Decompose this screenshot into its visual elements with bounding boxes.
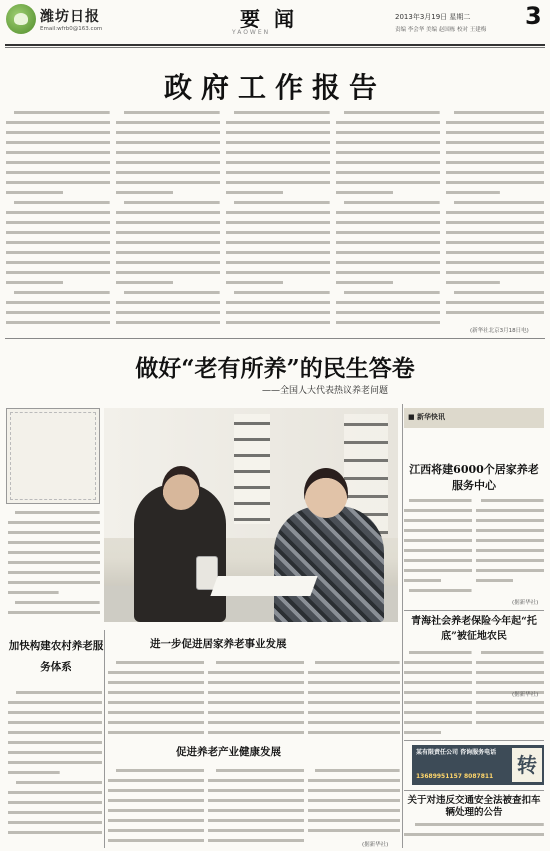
text-line [476, 508, 544, 514]
row-rule [404, 790, 544, 791]
text-line [336, 290, 440, 296]
text-line [476, 568, 544, 574]
main-headline: 政府工作报告 [163, 71, 386, 104]
text-line [308, 710, 400, 716]
text-line [336, 150, 440, 156]
text-line [476, 660, 544, 666]
editors-line: 责编 李会华 美编 赵国栋 校对 王建梅 [395, 27, 487, 33]
text-line [446, 120, 544, 126]
text-line [336, 220, 440, 226]
text-line [336, 260, 440, 266]
text-line [404, 700, 472, 706]
text-line [108, 680, 204, 686]
sidebar-story-2-col-a [404, 650, 472, 740]
photo-caption-box [6, 408, 100, 504]
masthead [0, 0, 550, 46]
text-line [8, 740, 102, 746]
text-line [116, 180, 220, 186]
text-line [446, 180, 544, 186]
text-line [336, 320, 440, 326]
column-rule [104, 630, 105, 848]
middle-section-headline-2-text: 促进养老产业健康发展 [176, 746, 281, 758]
text-line [208, 838, 304, 844]
text-line [116, 310, 220, 316]
text-line [8, 720, 102, 726]
text-line [208, 680, 304, 686]
text-line [108, 798, 204, 804]
text-line [8, 690, 102, 696]
text-line [446, 190, 544, 196]
text-line [404, 832, 544, 838]
text-line [404, 558, 472, 564]
feature-photo [104, 408, 398, 622]
text-line [226, 250, 330, 256]
text-line [336, 230, 440, 236]
article-column-5 [446, 110, 544, 324]
text-line [116, 300, 220, 306]
text-line [116, 260, 220, 266]
paper-sheet [210, 576, 317, 596]
text-line [476, 710, 544, 716]
text-line [404, 498, 472, 504]
text-line [8, 700, 102, 706]
text-line [226, 240, 330, 246]
person-head [304, 468, 348, 518]
sidebar-story-2-source: (据新华社) [512, 692, 539, 698]
text-line [6, 170, 110, 176]
text-line [446, 300, 544, 306]
text-line [208, 710, 304, 716]
text-line [6, 150, 110, 156]
text-line [308, 720, 400, 726]
row-rule [404, 610, 544, 611]
text-line [6, 320, 110, 326]
text-line [8, 800, 102, 806]
text-line [8, 760, 102, 766]
text-line [116, 230, 220, 236]
text-line [226, 210, 330, 216]
middle-section-headline-1 [150, 636, 287, 651]
text-line [336, 300, 440, 306]
text-line [208, 828, 304, 834]
text-line [404, 720, 472, 726]
text-line [6, 300, 110, 306]
text-line [476, 700, 544, 706]
text-line [476, 548, 544, 554]
sidebar-story-1-col-a [404, 498, 472, 602]
calligraphy-scroll-icon [234, 414, 270, 524]
middle-section-2-col-b [208, 768, 304, 848]
text-line [446, 160, 544, 166]
text-line [8, 510, 100, 516]
notice-body [404, 822, 544, 848]
text-line [208, 670, 304, 676]
text-line [446, 230, 544, 236]
text-line [446, 170, 544, 176]
text-line [108, 788, 204, 794]
text-line [404, 680, 472, 686]
text-line [308, 730, 400, 736]
text-line [404, 710, 472, 716]
text-line [308, 680, 400, 686]
middle-section-1-col-c [308, 660, 400, 744]
middle-section-headline-1-text: 进一步促进居家养老事业发展 [150, 638, 287, 650]
text-line [476, 650, 544, 656]
text-line [116, 200, 220, 206]
text-line [116, 270, 220, 276]
text-line [476, 680, 544, 686]
text-line [8, 530, 100, 536]
text-line [476, 528, 544, 534]
ad-phone: 13689951157 8087811 [416, 773, 494, 780]
section-title: 要闻 [240, 7, 308, 31]
text-line [6, 110, 110, 116]
middle-section-2-col-a [108, 768, 204, 848]
text-line [108, 808, 204, 814]
text-line [476, 558, 544, 564]
text-line [336, 240, 440, 246]
text-line [226, 300, 330, 306]
text-line [308, 818, 400, 824]
text-line [8, 780, 102, 786]
text-line [336, 310, 440, 316]
text-line [116, 140, 220, 146]
text-line [336, 270, 440, 276]
article-column-3 [226, 110, 330, 332]
text-line [226, 170, 330, 176]
paper-name: 潍坊日报 [40, 9, 100, 25]
text-line [116, 110, 220, 116]
text-line [208, 720, 304, 726]
text-line [226, 270, 330, 276]
sidebar-headline-1: 江西将建6000个居家养老服务中心 [409, 463, 539, 492]
text-line [336, 110, 440, 116]
text-line [476, 670, 544, 676]
text-line [208, 768, 304, 774]
text-line [226, 220, 330, 226]
text-line [308, 660, 400, 666]
text-line [336, 170, 440, 176]
text-line [208, 798, 304, 804]
feature-byline: (据新华社) [362, 842, 389, 848]
text-line [404, 822, 544, 828]
text-line [108, 818, 204, 824]
text-line [446, 150, 544, 156]
text-line [6, 140, 110, 146]
text-line [446, 250, 544, 256]
text-line [8, 550, 100, 556]
paper-email: Email:wfrb0@163.com [40, 26, 103, 32]
text-line [336, 200, 440, 206]
text-line [6, 130, 110, 136]
text-line [308, 768, 400, 774]
article-column-2 [116, 110, 220, 332]
section-divider [5, 338, 545, 339]
text-line [226, 290, 330, 296]
middle-section-headline-2 [176, 744, 281, 759]
middle-section-1-col-a [108, 660, 204, 744]
row-rule [404, 740, 544, 741]
article-column-4 [336, 110, 440, 332]
text-line [208, 788, 304, 794]
person-figure [274, 506, 384, 622]
text-line [108, 730, 204, 736]
feature-headline: 做好“老有所养”的民生答卷 [135, 355, 415, 382]
text-line [116, 280, 220, 286]
text-line [6, 240, 110, 246]
sidebar-headline-2: 青海社会养老保险今年起“托底”被征地农民 [411, 616, 537, 642]
text-line [116, 150, 220, 156]
text-line [336, 130, 440, 136]
text-line [8, 610, 100, 616]
text-line [116, 120, 220, 126]
text-line [404, 730, 472, 736]
text-line [6, 220, 110, 226]
text-line [108, 690, 204, 696]
text-line [8, 750, 102, 756]
text-line [208, 700, 304, 706]
text-line [116, 290, 220, 296]
text-line [336, 190, 440, 196]
sidebar-label: ■ 新华快讯 [408, 413, 446, 421]
left-section-headline [8, 636, 104, 678]
text-line [208, 660, 304, 666]
text-line [6, 180, 110, 186]
text-line [116, 240, 220, 246]
text-line [226, 130, 330, 136]
text-line [404, 568, 472, 574]
text-line [6, 200, 110, 206]
text-line [404, 548, 472, 554]
left-section-headline-text: 加快构建农村养老服务体系 [8, 640, 104, 673]
text-line [476, 538, 544, 544]
middle-section-1-col-b [208, 660, 304, 744]
text-line [308, 690, 400, 696]
text-line [446, 260, 544, 266]
text-line [404, 660, 472, 666]
text-line [6, 210, 110, 216]
text-line [226, 310, 330, 316]
text-line [336, 140, 440, 146]
text-line [116, 160, 220, 166]
feature-subhead: ——全国人大代表热议养老问题 [262, 386, 389, 396]
text-line [446, 210, 544, 216]
text-line [404, 690, 472, 696]
sidebar-story-1-col-b [476, 498, 544, 594]
masthead-rule-thin [5, 47, 545, 48]
text-line [226, 320, 330, 326]
text-line [404, 508, 472, 514]
text-line [116, 250, 220, 256]
text-line [446, 220, 544, 226]
text-line [308, 788, 400, 794]
text-line [8, 790, 102, 796]
text-line [8, 770, 102, 776]
masthead-rule [5, 44, 545, 46]
text-line [108, 720, 204, 726]
text-line [476, 578, 544, 584]
text-line [336, 280, 440, 286]
text-line [226, 200, 330, 206]
ad-text: 某有限责任公司 咨询服务电话 [416, 749, 497, 756]
text-line [108, 660, 204, 666]
text-line [446, 240, 544, 246]
issue-date: 2013年3月19日 星期二 [395, 13, 471, 21]
middle-section-2-col-c [308, 768, 400, 840]
text-line [116, 220, 220, 226]
text-line [308, 700, 400, 706]
left-section-body [8, 690, 102, 848]
text-line [476, 720, 544, 726]
text-line [308, 778, 400, 784]
notice-headline: 关于对违反交通安全法被查扣车辆处理的公告 [407, 795, 541, 818]
text-line [6, 190, 110, 196]
section-pinyin: YAOWEN [232, 29, 271, 36]
text-line [404, 538, 472, 544]
text-line [308, 670, 400, 676]
text-line [8, 810, 102, 816]
text-line [446, 140, 544, 146]
text-line [108, 710, 204, 716]
main-article-source: (新华社北京3月18日电) [470, 328, 529, 334]
text-line [446, 310, 544, 316]
text-line [208, 818, 304, 824]
text-line [116, 320, 220, 326]
text-line [208, 778, 304, 784]
text-line [6, 280, 110, 286]
text-line [108, 828, 204, 834]
newspaper-logo-icon [6, 4, 36, 34]
text-line [8, 600, 100, 606]
text-line [6, 310, 110, 316]
text-line [8, 580, 100, 586]
text-line [226, 140, 330, 146]
text-line [446, 130, 544, 136]
text-line [404, 528, 472, 534]
text-line [108, 838, 204, 844]
text-line [446, 290, 544, 296]
column-rule [402, 404, 403, 848]
text-line [6, 290, 110, 296]
caption-text [8, 510, 100, 628]
text-line [8, 560, 100, 566]
text-line [8, 570, 100, 576]
text-line [8, 590, 100, 596]
text-line [8, 820, 102, 826]
text-line [404, 588, 472, 594]
text-line [6, 250, 110, 256]
text-line [446, 280, 544, 286]
text-line [308, 828, 400, 834]
text-line [6, 270, 110, 276]
text-line [446, 270, 544, 276]
text-line [208, 730, 304, 736]
text-line [208, 690, 304, 696]
text-line [8, 520, 100, 526]
text-line [8, 830, 102, 836]
page-number: 3 [525, 2, 542, 30]
text-line [208, 808, 304, 814]
text-line [336, 160, 440, 166]
text-line [6, 230, 110, 236]
text-line [108, 700, 204, 706]
text-line [226, 150, 330, 156]
text-line [308, 808, 400, 814]
text-line [446, 110, 544, 116]
text-line [116, 210, 220, 216]
text-line [8, 730, 102, 736]
text-line [8, 710, 102, 716]
text-line [404, 650, 472, 656]
person-head [162, 466, 200, 510]
text-line [404, 578, 472, 584]
text-line [116, 170, 220, 176]
text-line [336, 120, 440, 126]
text-line [108, 778, 204, 784]
article-column-1 [6, 110, 110, 332]
text-line [336, 180, 440, 186]
text-line [226, 280, 330, 286]
text-line [404, 670, 472, 676]
sidebar-story-1-source: (据新华社) [512, 600, 539, 606]
text-line [226, 260, 330, 266]
text-line [308, 798, 400, 804]
text-line [116, 190, 220, 196]
text-line [446, 200, 544, 206]
text-line [226, 120, 330, 126]
text-line [116, 130, 220, 136]
text-line [336, 210, 440, 216]
text-line [8, 540, 100, 546]
text-line [226, 180, 330, 186]
ad-mark: 转 [512, 748, 542, 782]
text-line [336, 250, 440, 256]
text-line [226, 190, 330, 196]
text-line [108, 670, 204, 676]
text-line [404, 518, 472, 524]
text-line [6, 120, 110, 126]
text-line [6, 260, 110, 266]
text-line [6, 160, 110, 166]
text-line [476, 518, 544, 524]
text-line [108, 768, 204, 774]
text-line [226, 230, 330, 236]
text-line [226, 110, 330, 116]
text-line [476, 498, 544, 504]
text-line [226, 160, 330, 166]
